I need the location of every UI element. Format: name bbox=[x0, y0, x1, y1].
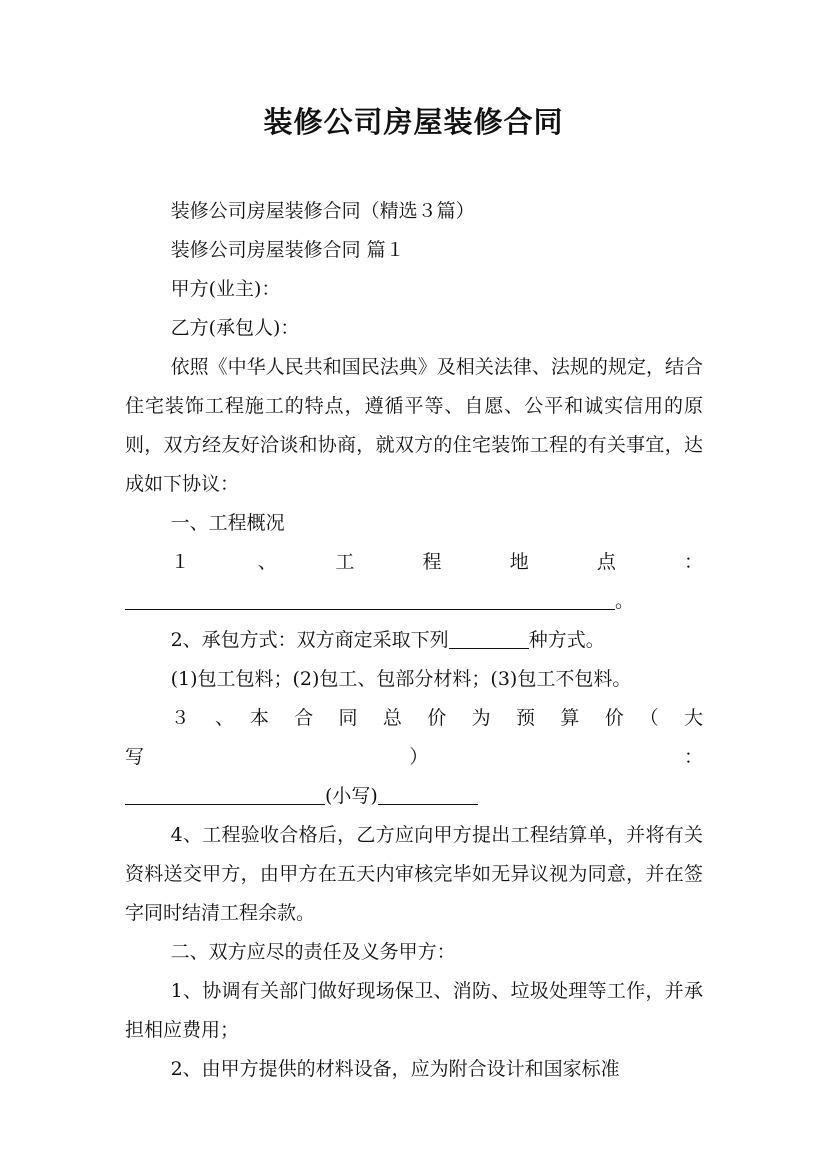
paragraph-total-price-label: ３ 、 本 合 同 总 价 为 预 算 价 （ 大 写 ） ： bbox=[125, 707, 723, 768]
paragraph-acceptance: 4、工程验收合格后，乙方应向甲方提出工程结算单，并将有关资料送交甲方，由甲方在五天内审核完毕如无异议视为同意，并在签字同时结清工程余款。 bbox=[125, 824, 703, 924]
paragraph-duty-1: 1、协调有关部门做好现场保卫、消防、垃圾处理等工作，并承担相应费用； bbox=[125, 980, 703, 1041]
paragraph-section-1: 一、工程概况 bbox=[170, 512, 285, 534]
lowercase-label: (小写) bbox=[325, 785, 378, 807]
paragraph-subtitle: 装修公司房屋装修合同（精选３篇） bbox=[170, 200, 475, 222]
blank-line bbox=[125, 782, 325, 805]
paragraph-section-2: 二、双方应尽的责任及义务甲方： bbox=[170, 941, 456, 963]
blank-line bbox=[449, 626, 529, 649]
blank-line bbox=[125, 587, 615, 610]
total-price-line bbox=[125, 777, 703, 816]
blank-line bbox=[378, 782, 478, 805]
paragraph-preamble: 依照《中华人民共和国民法典》及相关法律、法规的规定，结合住宅装饰工程施工的特点，遵循平等、自愿、公平和诚实信用的原则，双方经友好洽谈和协商，就双方的住宅装饰工程的有关事宜，达成如下协议： bbox=[125, 356, 703, 495]
document-body bbox=[125, 192, 723, 1089]
paragraph-contract-options: (1)包工包料；(2)包工、包部分材料；(3)包工不包料。 bbox=[170, 668, 632, 690]
paragraph-party-b: 乙方(承包人)： bbox=[170, 317, 300, 339]
paragraph-project-location-label: １ 、 工 程 地 点 ： bbox=[170, 551, 703, 573]
project-location-line bbox=[125, 582, 703, 621]
paragraph-party-a: 甲方(业主)： bbox=[170, 278, 281, 300]
paragraph-contract-method bbox=[125, 621, 703, 660]
paragraph-part-heading: 装修公司房屋装修合同 篇１ bbox=[170, 239, 405, 261]
document-title: 装修公司房屋装修合同 bbox=[263, 105, 564, 139]
paragraph-duty-2: 2、由甲方提供的材料设备，应为附合设计和国家标准 bbox=[170, 1058, 620, 1080]
period-mark: 。 bbox=[615, 590, 635, 612]
contract-method-suffix: 种方式。 bbox=[528, 629, 605, 651]
contract-method-text: 2、承包方式：双方商定采取下列 bbox=[170, 629, 449, 651]
